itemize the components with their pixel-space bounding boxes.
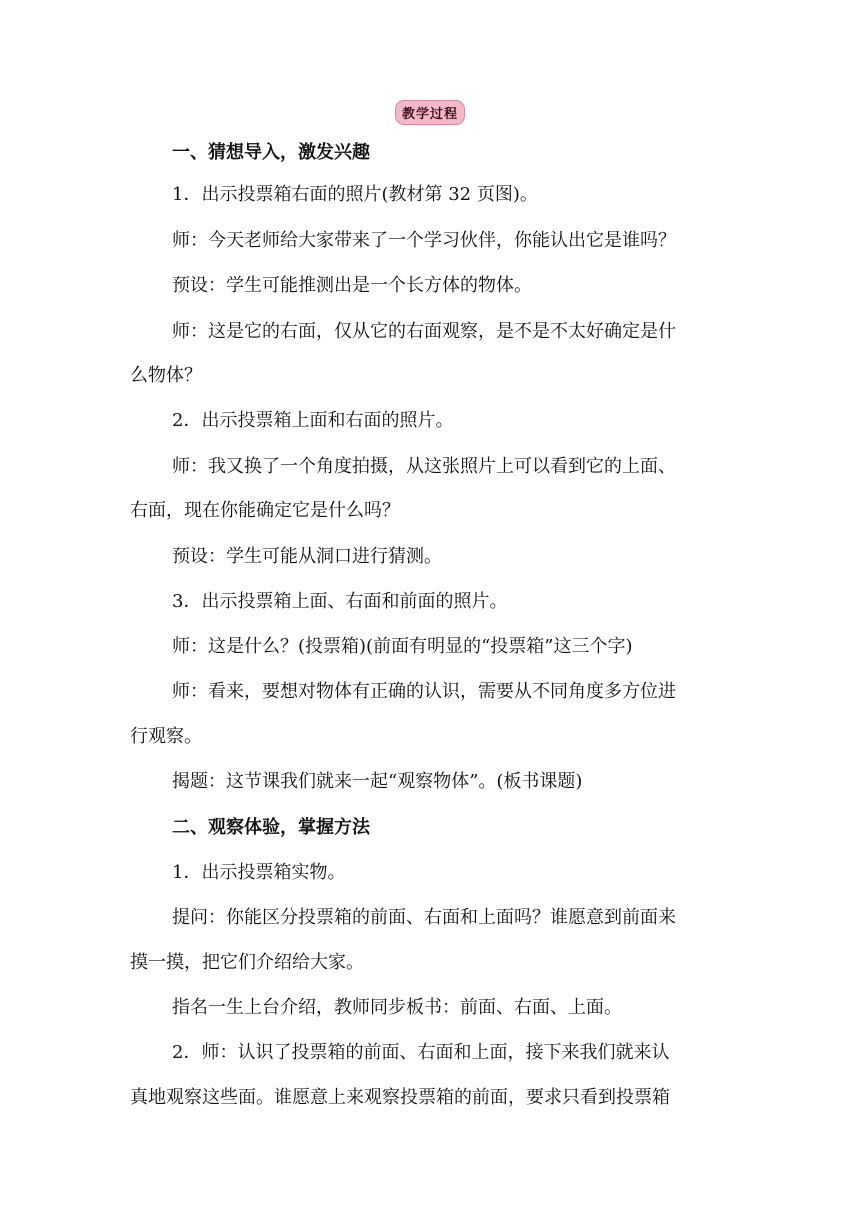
paragraph: 师：这是它的右面，仅从它的右面观察，是不是不太好确定是什 <box>172 321 676 342</box>
paragraph: 预设：学生可能从洞口进行猜测。 <box>172 546 442 567</box>
paragraph: 1．出示投票箱右面的照片(教材第 32 页图)。 <box>172 184 538 205</box>
paragraph: 揭题：这节课我们就来一起“观察物体”。(板书课题) <box>172 771 583 792</box>
title-area <box>0 100 860 125</box>
section-heading-2: 二、观察体验，掌握方法 <box>172 817 370 838</box>
paragraph: 1．出示投票箱实物。 <box>172 862 346 883</box>
paragraph-continuation: 摸一摸，把它们介绍给大家。 <box>130 952 364 973</box>
paragraph: 2．出示投票箱上面和右面的照片。 <box>172 410 454 431</box>
paragraph: 师：我又换了一个角度拍摄，从这张照片上可以看到它的上面、 <box>172 456 676 477</box>
paragraph-continuation: 真地观察这些面。谁愿意上来观察投票箱的前面，要求只看到投票箱 <box>130 1087 670 1108</box>
paragraph: 3．出示投票箱上面、右面和前面的照片。 <box>172 591 508 612</box>
paragraph-continuation: 么物体？ <box>130 365 202 386</box>
paragraph: 2．师：认识了投票箱的前面、右面和上面，接下来我们就来认 <box>172 1042 670 1063</box>
paragraph: 预设：学生可能推测出是一个长方体的物体。 <box>172 275 532 296</box>
paragraph: 师：这是什么？(投票箱)(前面有明显的“投票箱”这三个字) <box>172 636 633 657</box>
paragraph: 师：今天老师给大家带来了一个学习伙伴，你能认出它是谁吗？ <box>172 230 676 251</box>
paragraph: 提问：你能区分投票箱的前面、右面和上面吗？谁愿意到前面来 <box>172 907 676 928</box>
section-heading-1: 一、猜想导入，激发兴趣 <box>172 142 370 163</box>
paragraph-continuation: 右面，现在你能确定它是什么吗？ <box>130 500 400 521</box>
paragraph: 指名一生上台介绍，教师同步板书：前面、右面、上面。 <box>172 997 622 1018</box>
paragraph: 师：看来，要想对物体有正确的认识，需要从不同角度多方位进 <box>172 681 676 702</box>
paragraph-continuation: 行观察。 <box>130 726 202 747</box>
section-title-badge: 教学过程 <box>395 100 465 125</box>
